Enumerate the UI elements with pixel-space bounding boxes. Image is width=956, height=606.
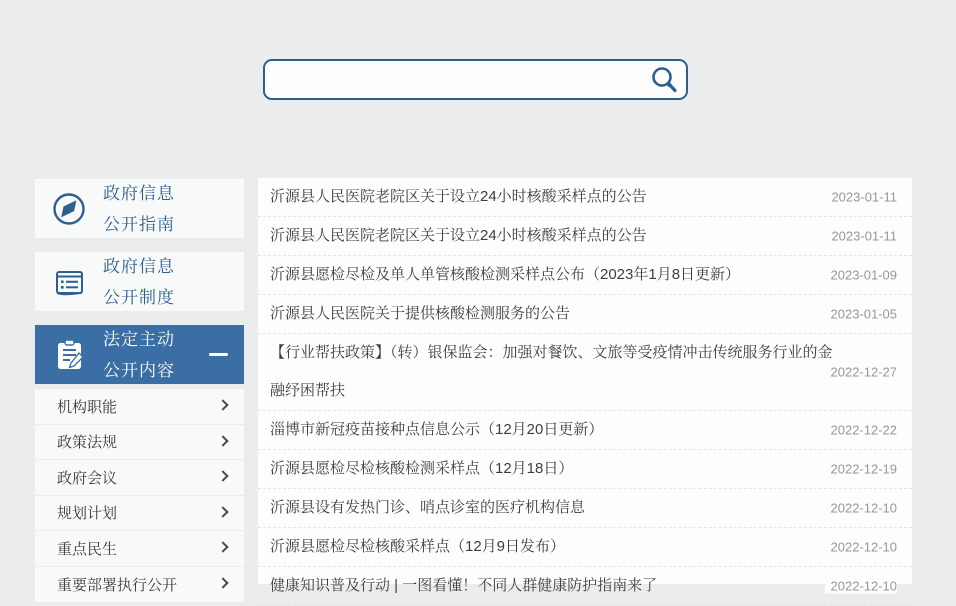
news-item-title: 健康知识普及行动 | 一图看懂！不同人群健康防护指南来了: [270, 577, 658, 594]
news-item-date: 2022-12-27: [825, 365, 898, 380]
news-item-title: 沂源县人民医院关于提供核酸检测服务的公告: [270, 305, 571, 322]
news-list-item[interactable]: [258, 256, 912, 295]
sidebar-item-disclosure-guide[interactable]: [35, 179, 244, 238]
sidebar-item-disclosure-system[interactable]: [35, 252, 244, 311]
compass-icon: [50, 190, 88, 228]
sidebar-item-label: 政府信息 公开指南: [103, 183, 175, 234]
sidebar-submenu-item[interactable]: [35, 567, 244, 603]
chevron-right-icon: [217, 435, 228, 446]
news-list-item[interactable]: [258, 528, 912, 567]
ledger-icon: [50, 263, 88, 301]
search-button[interactable]: [642, 61, 686, 98]
collapse-minus-icon[interactable]: [209, 353, 228, 356]
chevron-right-icon: [217, 400, 228, 411]
news-list-item[interactable]: [258, 178, 912, 217]
news-item-date: 2023-01-11: [825, 190, 897, 205]
submenu-item-label: 机构职能: [57, 398, 118, 416]
news-list-item[interactable]: [258, 295, 912, 334]
submenu-item-label: 规划计划: [57, 505, 118, 523]
sidebar-item-label: 法定主动 公开内容: [103, 329, 175, 380]
sidebar-submenu-item[interactable]: [35, 531, 244, 567]
news-list-item[interactable]: [258, 334, 912, 411]
chevron-right-icon: [217, 471, 228, 482]
search-input[interactable]: [265, 61, 642, 98]
search-box: [263, 59, 688, 100]
news-list-item[interactable]: [258, 450, 912, 489]
submenu-item-label: 政策法规: [57, 434, 118, 452]
news-item-title: 沂源县人民医院老院区关于设立24小时核酸采样点的公告: [270, 188, 647, 205]
sidebar-submenu-item[interactable]: [35, 496, 244, 532]
sidebar-submenu: [35, 389, 244, 602]
submenu-item-label: 政府会议: [57, 469, 118, 487]
news-list-panel: [258, 178, 912, 594]
sidebar-item-label: 政府信息 公开制度: [103, 256, 175, 307]
news-item-date: 2022-12-10: [825, 540, 898, 555]
submenu-item-label: 重点民生: [57, 540, 118, 558]
news-list-item[interactable]: [258, 489, 912, 528]
submenu-item-label: 重要部署执行公开: [57, 576, 178, 594]
news-item-date: 2023-01-11: [825, 229, 897, 244]
news-list-item[interactable]: [258, 411, 912, 450]
chevron-right-icon: [217, 506, 228, 517]
chevron-right-icon: [217, 542, 228, 553]
sidebar-submenu-item[interactable]: [35, 460, 244, 496]
news-item-date: 2022-12-22: [825, 423, 898, 438]
sidebar: [35, 179, 244, 602]
news-item-title: 【行业帮扶政策】（转）银保监会：加强对餐饮、文旅等受疫情冲击传统服务行业的金融纾困帮扶: [270, 344, 833, 399]
news-list-item[interactable]: [258, 217, 912, 256]
news-list-item[interactable]: [258, 567, 912, 606]
chevron-right-icon: [217, 578, 228, 589]
sidebar-submenu-item[interactable]: [35, 389, 244, 425]
news-item-date: 2022-12-10: [825, 579, 898, 594]
news-item-title: 沂源县愿检尽检核酸采样点（12月9日发布）: [270, 538, 566, 555]
news-item-title: 沂源县愿检尽检核酸检测采样点（12月18日）: [270, 460, 574, 477]
news-item-title: 沂源县设有发热门诊、哨点诊室的医疗机构信息: [270, 499, 586, 516]
news-item-date: 2022-12-10: [825, 501, 898, 516]
news-item-title: 淄博市新冠疫苗接种点信息公示（12月20日更新）: [270, 421, 604, 438]
magnifier-icon: [649, 65, 679, 95]
news-item-date: 2023-01-09: [825, 268, 898, 283]
sidebar-submenu-item[interactable]: [35, 425, 244, 461]
news-item-date: 2023-01-05: [825, 307, 898, 322]
clipboard-pen-icon: [50, 336, 88, 374]
news-item-title: 沂源县愿检尽检及单人单管核酸检测采样点公布（2023年1月8日更新）: [270, 266, 741, 283]
sidebar-item-legal-proactive-disclosure[interactable]: [35, 325, 244, 384]
news-item-title: 沂源县人民医院老院区关于设立24小时核酸采样点的公告: [270, 227, 647, 244]
news-item-date: 2022-12-19: [825, 462, 898, 477]
